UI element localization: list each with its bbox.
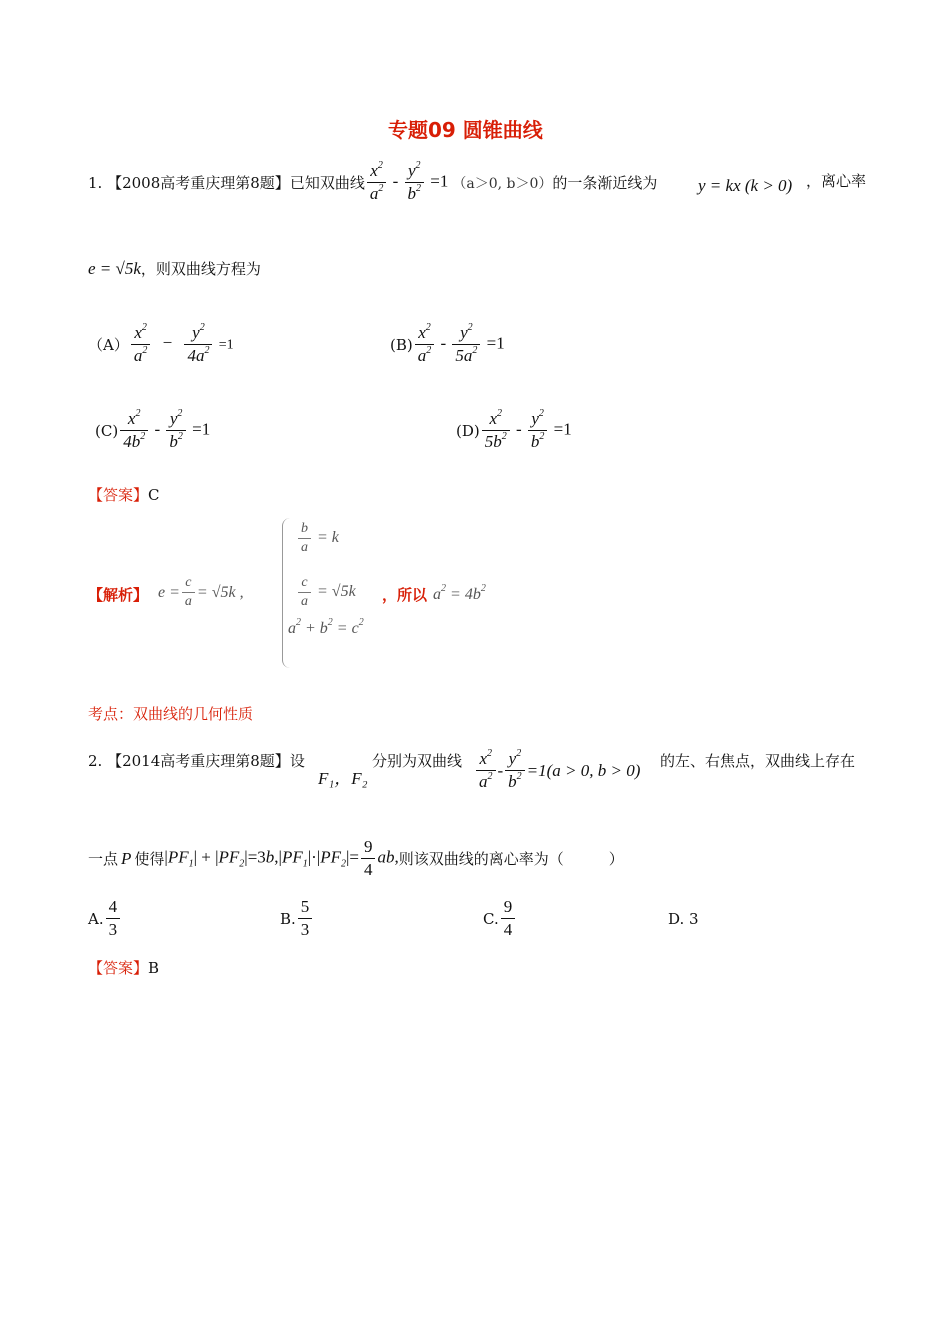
solution-conclusion: ，所以 $a^2 = 4b^2$ — [382, 582, 486, 604]
question-source: 【2008高考重庆理第8题】 — [107, 174, 290, 192]
stem-text: 分别为双曲线 — [372, 752, 463, 770]
question-number: 2. — [88, 751, 103, 770]
system-eq-2: $\frac{c}{a}$ = √5k — [296, 574, 356, 611]
question-2-stem-b — [372, 750, 462, 771]
option-formula: $\frac{x^2}{4b^2}$ - $\frac{y^2}{b^2}$ =1 — [118, 408, 210, 453]
solution-connector: ，所以 — [382, 586, 428, 604]
question-number: 1. — [88, 173, 103, 192]
option-label: (C) — [95, 421, 119, 440]
brace — [282, 518, 293, 668]
question-1-line2 — [88, 258, 261, 279]
option-formula: $\frac{x^2}{5b^2}$ - $\frac{y^2}{b^2}$ =1 — [480, 408, 572, 453]
answer-value: C — [148, 486, 160, 504]
answer-label: 【答案】 — [88, 486, 149, 504]
option-label: A. — [88, 909, 104, 928]
hyperbola-equation: $\frac{x^2}{a^2}$ - $\frac{y^2}{b^2}$ =1 — [365, 160, 449, 205]
option-c[interactable] — [95, 408, 210, 453]
stem-text: 的一条渐近线为 — [552, 174, 658, 192]
answer-label: 【答案】 — [88, 959, 149, 977]
option-formula: $\frac{x^2}{a^2}$ − $\frac{y^2}{4a^2}$ =1 — [129, 322, 234, 367]
asymptote: y = kx (k > 0) — [698, 176, 793, 195]
condition: =1(a > 0, b > 0) — [526, 760, 641, 780]
question-2-stem — [88, 750, 305, 771]
option-a[interactable]: A. $\frac{4}{3}$ — [88, 896, 122, 941]
option-label: (D) — [456, 421, 480, 440]
option-label: B. — [280, 909, 296, 928]
stem-text: 使得 — [134, 850, 165, 868]
condition-formula: $|PF_1| + |PF_2|=3b,|PF_1|\cdot|PF_2|=$ $\frac{9}{4}$ ab, — [164, 837, 399, 879]
option-label: （A） — [88, 336, 129, 354]
condition: （a＞0, b＞0） — [452, 175, 553, 192]
question-1-stem — [88, 160, 657, 205]
solution-formula: e = $\frac{c}{a}$ = √5k , — [158, 575, 244, 609]
stem-text: 已知双曲线 — [289, 174, 365, 192]
knowledge-point: 考点：双曲线的几何性质 — [88, 705, 254, 723]
option-label: (B) — [390, 335, 413, 354]
option-formula: $\frac{x^2}{a^2}$ - $\frac{y^2}{5a^2}$ =1 — [413, 322, 505, 367]
stem-text: 设 — [289, 752, 305, 770]
question-source: 【2014高考重庆理第8题】 — [107, 752, 290, 770]
hyperbola-equation: $\frac{x^2}{a^2}$ - $\frac{y^2}{b^2}$ =1(a > 0, b > 0) — [474, 748, 640, 793]
solution-label: 【解析】 — [88, 586, 149, 604]
stem-text: 一点 — [88, 850, 119, 868]
stem-text: 的左、右焦点，双曲线上存在 — [660, 752, 856, 770]
option-label: C. — [483, 909, 499, 928]
stem-text: ，离心率 — [806, 172, 867, 190]
question-2-line2: 一点 P 使得 $|PF_1| + |PF_2|=3b,|PF_1|\cdot|PF_2|=$ $\frac{9}{4}$ ab, 则该双曲线的离心率为（ ） — [88, 837, 624, 879]
foci: F₁，F₂ — [318, 769, 368, 788]
option-b[interactable] — [390, 322, 505, 367]
option-d[interactable]: D. 3 — [668, 910, 699, 928]
answer-value: B — [148, 959, 160, 977]
answer-1 — [88, 484, 160, 505]
eccentricity: e = √5k — [88, 258, 141, 278]
option-b[interactable]: B. $\frac{5}{3}$ — [280, 896, 314, 941]
answer-2 — [88, 957, 159, 978]
stem-text: ，则双曲线方程为 — [140, 260, 261, 278]
option-d[interactable] — [456, 408, 572, 453]
option-c[interactable]: C. $\frac{9}{4}$ — [483, 896, 517, 941]
system-eq-3: $a^2 + b^2 = c^2$ — [288, 617, 364, 637]
stem-text: 则该双曲线的离心率为（ ） — [398, 850, 624, 868]
system-eq-1: $\frac{b}{a}$ = k — [296, 520, 339, 557]
option-a[interactable] — [88, 322, 234, 367]
page-title: 专题09 圆锥曲线 — [388, 118, 543, 142]
